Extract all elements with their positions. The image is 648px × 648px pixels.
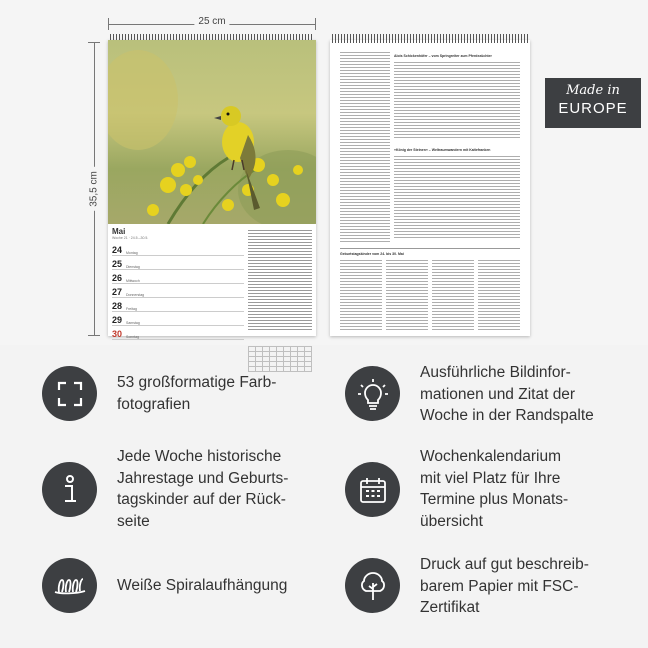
- feature-text: Wochenkalendarium mit viel Platz für Ihre Termine plus Monats- übersicht: [420, 448, 569, 531]
- day-row: 29 Samstag: [112, 312, 244, 326]
- feature-text: Weiße Spiralaufhängung: [117, 577, 288, 594]
- feature-text: Ausführliche Bildinfor- mationen und Zitat der Woche in der Randspalte: [420, 364, 594, 425]
- calendar-back-page: [330, 40, 530, 336]
- feature-text: Jede Woche historische Jahrestage und Geburts- tagskinder auf der Rück- seite: [117, 448, 289, 531]
- info-icon: [42, 462, 97, 517]
- day-row: 28 Freitag: [112, 298, 244, 312]
- article-heading: »König der Steinen« – Weltraumwandern mit Kaltefranken: [394, 148, 491, 152]
- badge-line2: EUROPE: [558, 100, 628, 117]
- day-row: 24 Montag: [112, 242, 244, 256]
- height-label: 35,5 cm: [89, 167, 100, 211]
- feature-info-text: [345, 366, 594, 427]
- divider: [340, 248, 520, 249]
- fullscreen-frame-icon: [42, 366, 97, 421]
- feature-photos: [42, 366, 276, 421]
- article-text: [394, 156, 520, 240]
- width-dimension: [108, 18, 316, 30]
- side-text-column: [248, 230, 312, 330]
- feature-paper: [345, 558, 589, 619]
- text-column: [340, 52, 390, 242]
- calendar-icon: [345, 462, 400, 517]
- feature-history: [42, 448, 289, 533]
- birthday-column: [432, 260, 474, 330]
- birthday-column: [340, 260, 382, 330]
- birthday-column: [478, 260, 520, 330]
- week-calendar: [112, 227, 244, 340]
- article-text: [394, 62, 520, 140]
- spiral-binding-icon: [42, 558, 97, 613]
- feature-text: 53 großformatige Farb- fotografien: [117, 374, 277, 413]
- day-row: 27 Donnerstag: [112, 284, 244, 298]
- badge-line1: Made in: [566, 83, 620, 98]
- width-label: 25 cm: [194, 16, 229, 27]
- calendar-front-page: [108, 40, 316, 339]
- day-row: 30 Sonntag: [112, 326, 244, 340]
- made-in-europe-badge: [545, 78, 641, 128]
- day-row: 25 Dienstag: [112, 256, 244, 270]
- height-dimension: [88, 42, 100, 336]
- spiral-binding: [332, 34, 528, 43]
- feature-calendar: [345, 448, 569, 533]
- month-label: Mai: [112, 227, 126, 236]
- bird-photo: [108, 40, 316, 224]
- feature-text: Druck auf gut beschreib- barem Papier mit FSC- Zertifikat: [420, 556, 589, 617]
- birthdays-heading: Geburtstagskinder vom 24. bis 30. Mai: [340, 252, 404, 256]
- feature-spiral: [42, 558, 287, 613]
- day-row: 26 Mittwoch: [112, 270, 244, 284]
- article-heading: Alois Schickenhöfer – vom Springreiter zum Pferdezüchter: [394, 54, 492, 58]
- lightbulb-icon: [345, 366, 400, 421]
- week-number: Woche 21 · 24.5.–30.5.: [112, 236, 149, 240]
- birthday-column: [386, 260, 428, 330]
- tree-icon: [345, 558, 400, 613]
